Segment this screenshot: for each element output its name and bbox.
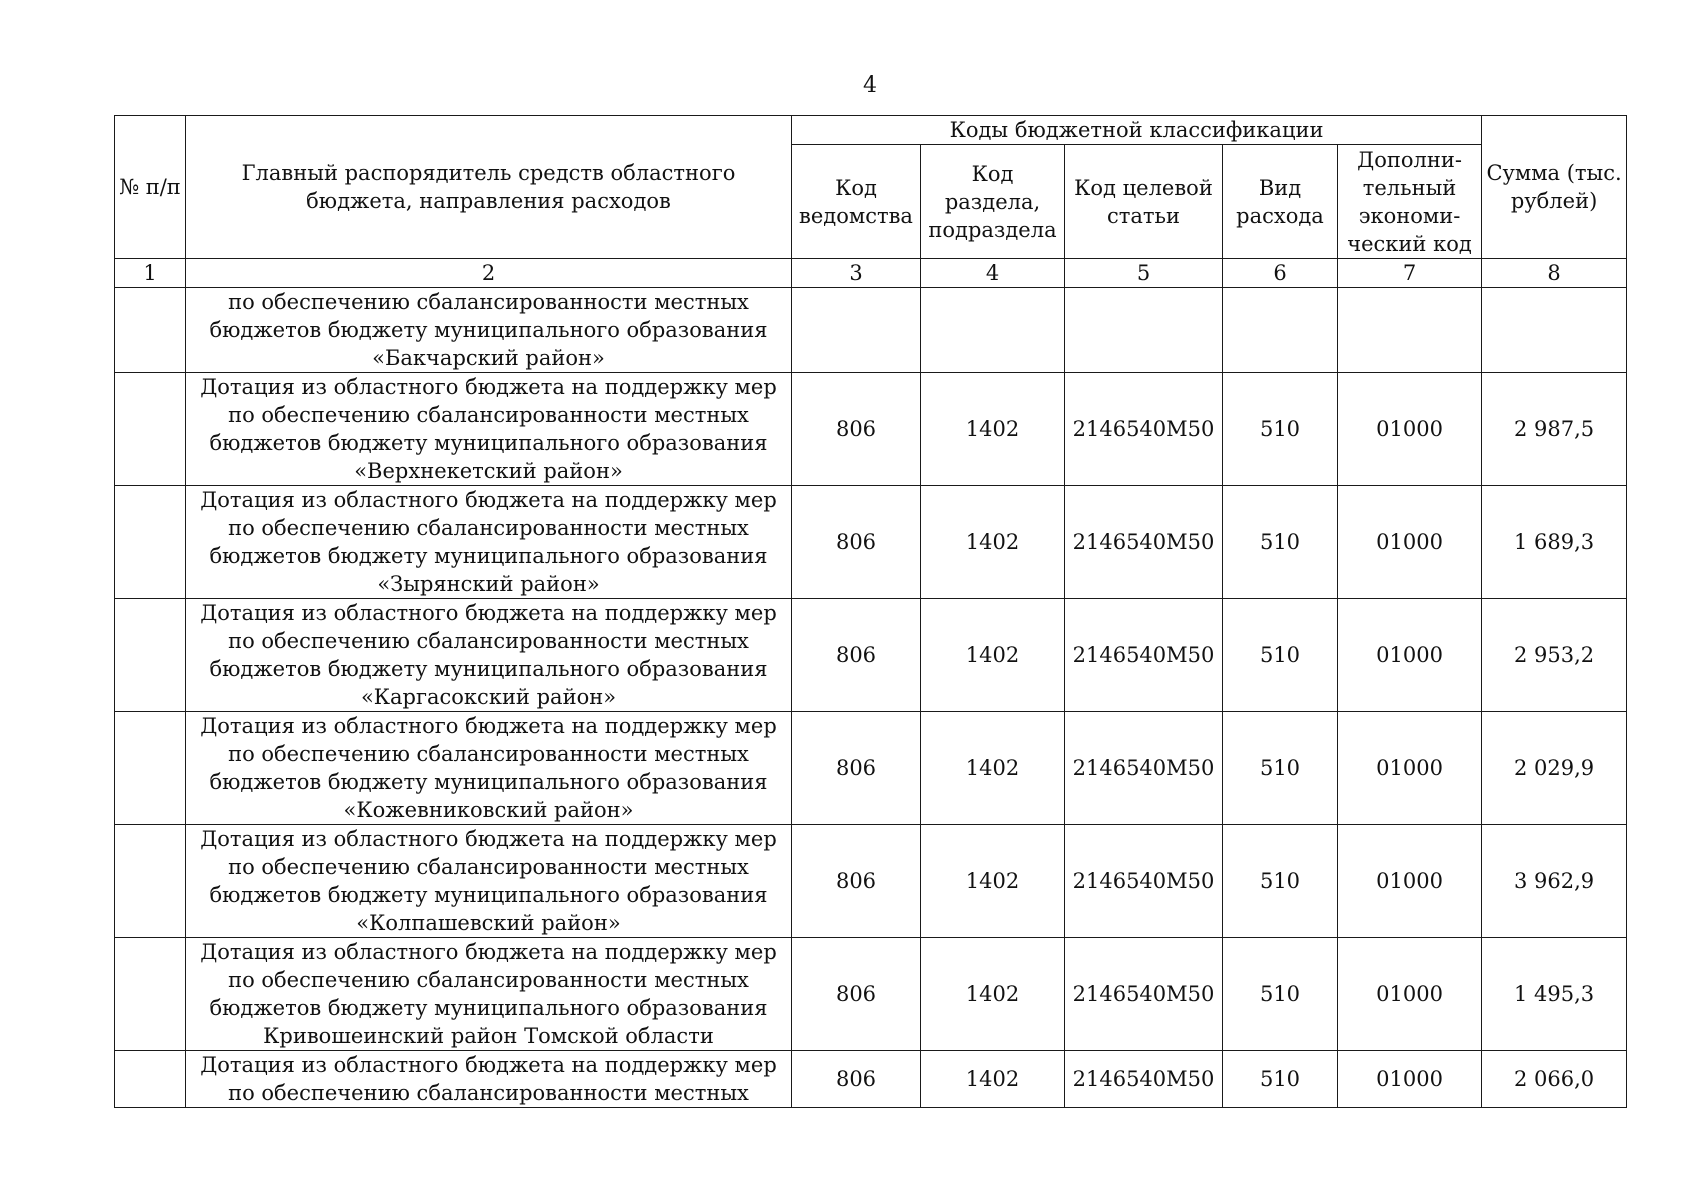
row-num — [115, 486, 186, 599]
description-line: по обеспечению сбалансированности местных — [228, 742, 749, 766]
row-expense-type: 510 — [1223, 825, 1338, 938]
table-row — [115, 373, 1627, 486]
row-description — [186, 373, 792, 486]
row-target-code: 2146540M50 — [1065, 1051, 1223, 1108]
table-row — [115, 938, 1627, 1051]
description-line: «Колпашевский район» — [356, 911, 621, 935]
header-main: Главный распорядитель средств областного бюджета, направления расходов — [186, 116, 792, 259]
row-description — [186, 288, 792, 373]
table-row — [115, 288, 1627, 373]
row-sum: 1 495,3 — [1482, 938, 1627, 1051]
description-line: по обеспечению сбалансированности местных — [228, 629, 749, 653]
row-extra-code: 01000 — [1338, 938, 1482, 1051]
row-expense-type: 510 — [1223, 486, 1338, 599]
row-expense-type: 510 — [1223, 599, 1338, 712]
row-description — [186, 712, 792, 825]
row-section-code: 1402 — [921, 712, 1065, 825]
description-line: Дотация из областного бюджета на поддержку мер — [200, 1053, 777, 1077]
description-line: бюджетов бюджету муниципального образования — [209, 318, 768, 342]
row-sum — [1482, 288, 1627, 373]
description-line: «Верхнекетский район» — [354, 459, 623, 483]
row-sum: 2 987,5 — [1482, 373, 1627, 486]
table-body — [115, 288, 1627, 1108]
header-num: № п/п — [115, 116, 186, 259]
row-extra-code: 01000 — [1338, 486, 1482, 599]
row-section-code: 1402 — [921, 373, 1065, 486]
header-extra-econ: Дополни-тельный экономи-ческий код — [1338, 145, 1482, 259]
row-section-code: 1402 — [921, 825, 1065, 938]
row-num — [115, 825, 186, 938]
row-extra-code — [1338, 288, 1482, 373]
table-row — [115, 825, 1627, 938]
row-dept-code: 806 — [792, 825, 921, 938]
row-extra-code: 01000 — [1338, 599, 1482, 712]
description-line: Кривошеинский район Томской области — [263, 1024, 714, 1048]
row-description — [186, 599, 792, 712]
row-num — [115, 712, 186, 825]
row-dept-code: 806 — [792, 373, 921, 486]
row-section-code: 1402 — [921, 599, 1065, 712]
row-section-code: 1402 — [921, 1051, 1065, 1108]
description-line: бюджетов бюджету муниципального образования — [209, 770, 768, 794]
row-dept-code: 806 — [792, 1051, 921, 1108]
row-extra-code: 01000 — [1338, 712, 1482, 825]
row-sum: 2 066,0 — [1482, 1051, 1627, 1108]
column-number: 2 — [186, 259, 792, 288]
row-expense-type: 510 — [1223, 712, 1338, 825]
column-numbers-row — [115, 259, 1627, 288]
row-description — [186, 486, 792, 599]
row-extra-code: 01000 — [1338, 373, 1482, 486]
row-sum: 3 962,9 — [1482, 825, 1627, 938]
header-code-target: Код целевой статьи — [1065, 145, 1223, 259]
row-section-code — [921, 288, 1065, 373]
row-num — [115, 373, 186, 486]
row-sum: 2 029,9 — [1482, 712, 1627, 825]
row-dept-code: 806 — [792, 938, 921, 1051]
description-line: «Каргасокский район» — [360, 685, 617, 709]
row-num — [115, 1051, 186, 1108]
header-code-dept: Код ведомства — [792, 145, 921, 259]
description-line: бюджетов бюджету муниципального образования — [209, 544, 768, 568]
row-expense-type: 510 — [1223, 938, 1338, 1051]
table-row — [115, 712, 1627, 825]
row-description — [186, 1051, 792, 1108]
row-target-code: 2146540M50 — [1065, 825, 1223, 938]
description-line: Дотация из областного бюджета на поддержку мер — [200, 827, 777, 851]
description-line: по обеспечению сбалансированности местных — [228, 516, 749, 540]
row-num — [115, 599, 186, 712]
row-num — [115, 938, 186, 1051]
row-dept-code: 806 — [792, 712, 921, 825]
row-expense-type: 510 — [1223, 373, 1338, 486]
row-target-code: 2146540M50 — [1065, 599, 1223, 712]
column-number: 3 — [792, 259, 921, 288]
row-sum: 2 953,2 — [1482, 599, 1627, 712]
table-row — [115, 1051, 1627, 1108]
description-line: по обеспечению сбалансированности местных — [228, 290, 749, 314]
row-dept-code: 806 — [792, 486, 921, 599]
description-line: «Бакчарский район» — [372, 346, 605, 370]
table-row — [115, 486, 1627, 599]
description-line: по обеспечению сбалансированности местных — [228, 855, 749, 879]
row-description — [186, 938, 792, 1051]
description-line: Дотация из областного бюджета на поддержку мер — [200, 940, 777, 964]
description-line: бюджетов бюджету муниципального образования — [209, 883, 768, 907]
row-target-code — [1065, 288, 1223, 373]
description-line: по обеспечению сбалансированности местных — [228, 403, 749, 427]
column-number: 5 — [1065, 259, 1223, 288]
row-expense-type: 510 — [1223, 1051, 1338, 1108]
description-line: «Зырянский район» — [377, 572, 600, 596]
row-target-code: 2146540M50 — [1065, 712, 1223, 825]
description-line: по обеспечению сбалансированности местных — [228, 968, 749, 992]
header-sum: Сумма (тыс. рублей) — [1482, 116, 1627, 259]
row-expense-type — [1223, 288, 1338, 373]
row-extra-code: 01000 — [1338, 825, 1482, 938]
row-target-code: 2146540M50 — [1065, 486, 1223, 599]
column-number: 8 — [1482, 259, 1627, 288]
description-line: Дотация из областного бюджета на поддержку мер — [200, 714, 777, 738]
column-number: 1 — [115, 259, 186, 288]
page-number: 4 — [863, 73, 877, 98]
column-number: 6 — [1223, 259, 1338, 288]
column-number: 4 — [921, 259, 1065, 288]
row-num — [115, 288, 186, 373]
header-expense-type: Вид расхода — [1223, 145, 1338, 259]
description-line: Дотация из областного бюджета на поддержку мер — [200, 375, 777, 399]
description-line: бюджетов бюджету муниципального образования — [209, 431, 768, 455]
column-number: 7 — [1338, 259, 1482, 288]
row-extra-code: 01000 — [1338, 1051, 1482, 1108]
description-line: Дотация из областного бюджета на поддержку мер — [200, 488, 777, 512]
table-row — [115, 599, 1627, 712]
description-line: Дотация из областного бюджета на поддержку мер — [200, 601, 777, 625]
description-line: по обеспечению сбалансированности местных — [228, 1081, 749, 1105]
description-line: бюджетов бюджету муниципального образования — [209, 996, 768, 1020]
header-codes-group: Коды бюджетной классификации — [792, 116, 1482, 145]
row-target-code: 2146540M50 — [1065, 373, 1223, 486]
row-dept-code — [792, 288, 921, 373]
row-section-code: 1402 — [921, 938, 1065, 1051]
budget-table — [114, 115, 1627, 1108]
table-header — [115, 116, 1627, 288]
row-sum: 1 689,3 — [1482, 486, 1627, 599]
description-line: бюджетов бюджету муниципального образования — [209, 657, 768, 681]
row-section-code: 1402 — [921, 486, 1065, 599]
row-description — [186, 825, 792, 938]
header-code-section: Код раздела, подраздела — [921, 145, 1065, 259]
row-dept-code: 806 — [792, 599, 921, 712]
description-line: «Кожевниковский район» — [343, 798, 634, 822]
row-target-code: 2146540M50 — [1065, 938, 1223, 1051]
